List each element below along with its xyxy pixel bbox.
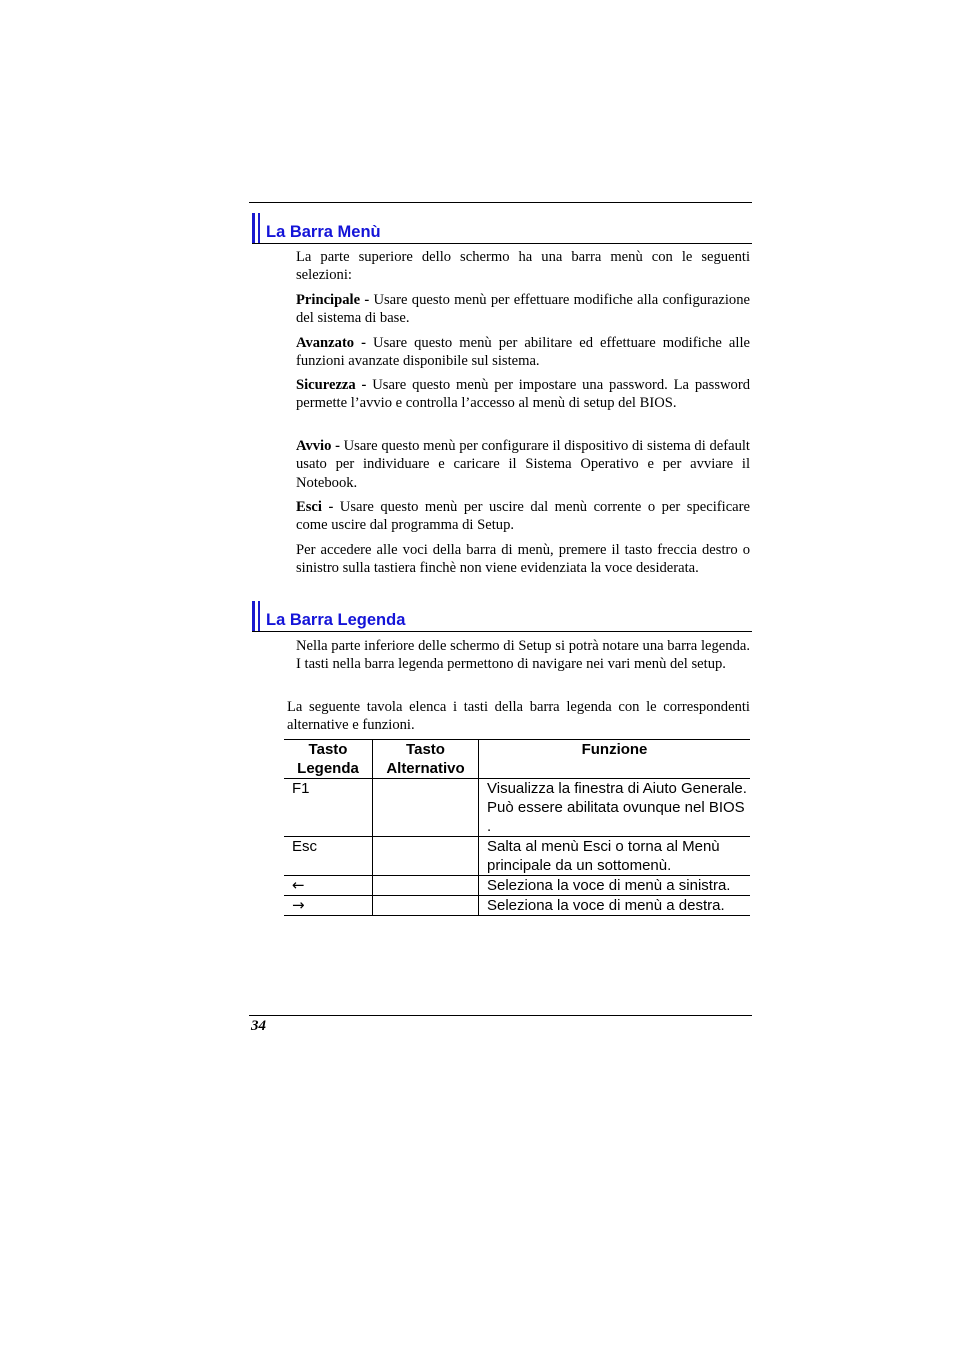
- heading-marker-icon: [258, 213, 260, 243]
- definition-text: Usare questo menù per configurare il dispositivo di sistema di default usato per individuare e caricare il Sistema Operativo e per avviare il Notebook.: [296, 438, 750, 491]
- function-cell: Seleziona la voce di menù a sinistra.: [479, 876, 751, 896]
- table-row: [284, 896, 750, 916]
- section-title: La Barra Legenda: [266, 611, 406, 629]
- section-intro: La parte superiore dello schermo ha una barra menù con le seguenti selezioni:: [296, 249, 750, 284]
- key-cell: F1: [284, 779, 373, 837]
- function-cell: Visualizza la finestra di Aiuto Generale. Può essere abilitata ovunque nel BIOS .: [479, 779, 751, 837]
- alternative-cell: [373, 876, 479, 896]
- footer-rule: [249, 1015, 752, 1016]
- definition-text: Usare questo menù per impostare una password. La password permette l’avvio e controlla l’accesso al menù di setup del BIOS.: [296, 377, 750, 412]
- column-header-alternative: Tasto Alternativo: [373, 740, 479, 779]
- alternative-cell: [373, 779, 479, 837]
- legend-keys-table: [284, 739, 750, 916]
- function-cell: Seleziona la voce di menù a destra.: [479, 896, 751, 916]
- alternative-cell: [373, 896, 479, 916]
- definition-item: [296, 291, 750, 328]
- left-arrow-icon: ←: [284, 876, 373, 896]
- definition-text: Usare questo menù per effettuare modifiche alla configurazione del sistema di base.: [296, 292, 750, 327]
- column-header-key: Tasto Legenda: [284, 740, 373, 779]
- section-heading-menu-bar: [252, 213, 752, 244]
- header-rule: [249, 202, 752, 203]
- table-row: [284, 837, 750, 876]
- page-number: 34: [251, 1018, 266, 1034]
- definition-item: [296, 334, 750, 371]
- table-header-row: [284, 740, 750, 779]
- right-arrow-icon: →: [284, 896, 373, 916]
- function-cell: Salta al menù Esci o torna al Menù principale da un sottomenù.: [479, 837, 751, 876]
- definition-term: Avanzato -: [296, 335, 366, 351]
- definition-item: [296, 437, 750, 492]
- alternative-cell: [373, 837, 479, 876]
- table-intro: La seguente tavola elenca i tasti della barra legenda con le correspondenti alternative e funzioni.: [287, 699, 750, 734]
- section-intro: Nella parte inferiore delle schermo di Setup si potrà notare una barra legenda. I tasti nella barra legenda permettono di navigare nei vari menù del setup.: [296, 638, 750, 673]
- section-closing: Per accedere alle voci della barra di menù, premere il tasto freccia destro o sinistro sulla tastiera finchè non viene evidenziata la voce desiderata.: [296, 542, 750, 577]
- section-title: La Barra Menù: [266, 223, 381, 241]
- key-cell: Esc: [284, 837, 373, 876]
- heading-marker-icon: [252, 601, 255, 631]
- definition-text: Usare questo menù per abilitare ed effettuare modifiche alle funzioni avanzate disponibile sul sistema.: [296, 335, 750, 370]
- table-row: [284, 779, 750, 837]
- definition-item: [296, 376, 750, 413]
- heading-marker-icon: [252, 213, 255, 243]
- definition-text: Usare questo menù per uscire dal menù corrente o per specificare come uscire dal programma di Setup.: [296, 499, 750, 534]
- heading-marker-icon: [258, 601, 260, 631]
- definition-term: Sicurezza -: [296, 377, 367, 393]
- column-header-function: Funzione: [479, 740, 751, 779]
- definition-term: Principale -: [296, 292, 370, 308]
- table-row: [284, 876, 750, 896]
- section-heading-legend-bar: [252, 601, 752, 632]
- definition-term: Esci -: [296, 499, 334, 515]
- definition-term: Avvio -: [296, 438, 340, 454]
- definition-item: [296, 498, 750, 535]
